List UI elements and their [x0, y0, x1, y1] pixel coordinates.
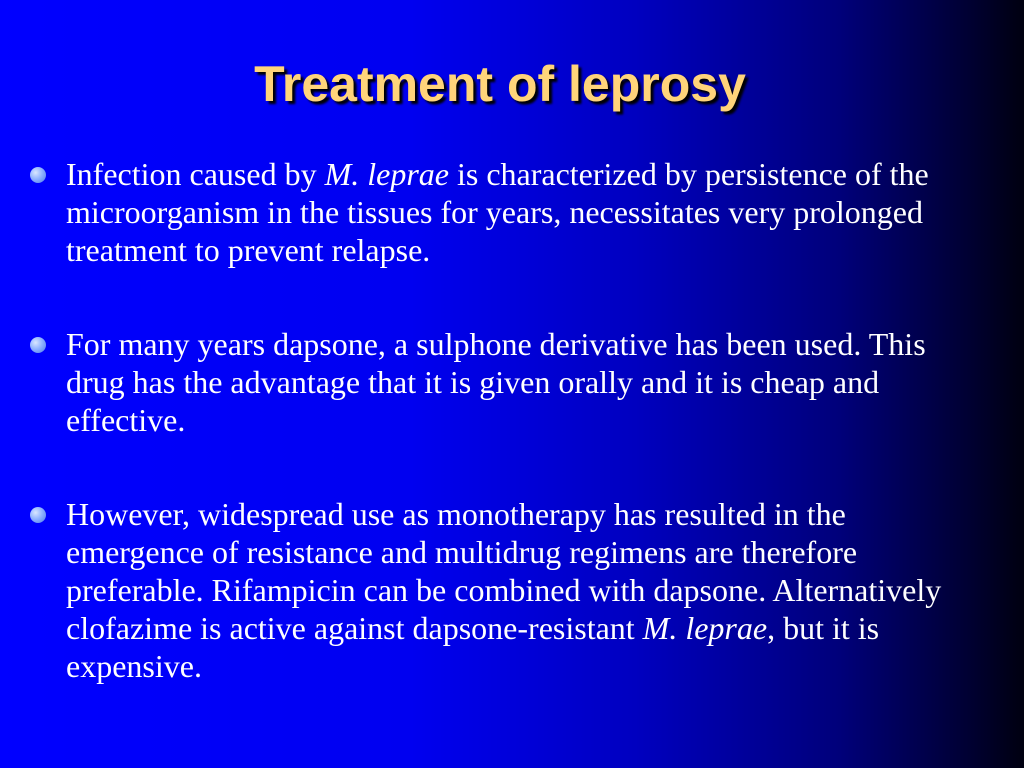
bullet-list [30, 155, 990, 685]
bullet-text-segment: Infection caused by [66, 156, 325, 192]
bullet-text-segment: , but it is expensive. [66, 610, 880, 684]
bullet-item-infection [30, 155, 990, 269]
bullet-text [66, 156, 929, 268]
bullet-dot-icon [30, 507, 46, 523]
bullet-text: For many years dapsone, a sulphone derivative has been used. This drug has the advantage that it is given orally and it is cheap and effective. [66, 326, 926, 438]
bullet-text [66, 496, 941, 684]
species-name: M. leprae [324, 156, 449, 192]
bullet-dot-icon [30, 167, 46, 183]
slide-title: Treatment of leprosy [254, 56, 746, 112]
bullet-item-resistance [30, 495, 990, 685]
bullet-item-dapsone [30, 325, 990, 439]
bullet-dot-icon [30, 337, 46, 353]
bullet-text-segment: is characterized by persistence of the microorganism in the tissues for years, necessitates very prolonged treatment to prevent relapse. [66, 156, 929, 268]
bullet-text-segment: However, widespread use as monotherapy has resulted in the emergence of resistance and multidrug regimens are therefore preferable. Rifampicin can be combined with dapsone. Alternatively clofazime is active against dapsone-resistant [66, 496, 942, 646]
species-name: M. leprae [642, 610, 768, 646]
